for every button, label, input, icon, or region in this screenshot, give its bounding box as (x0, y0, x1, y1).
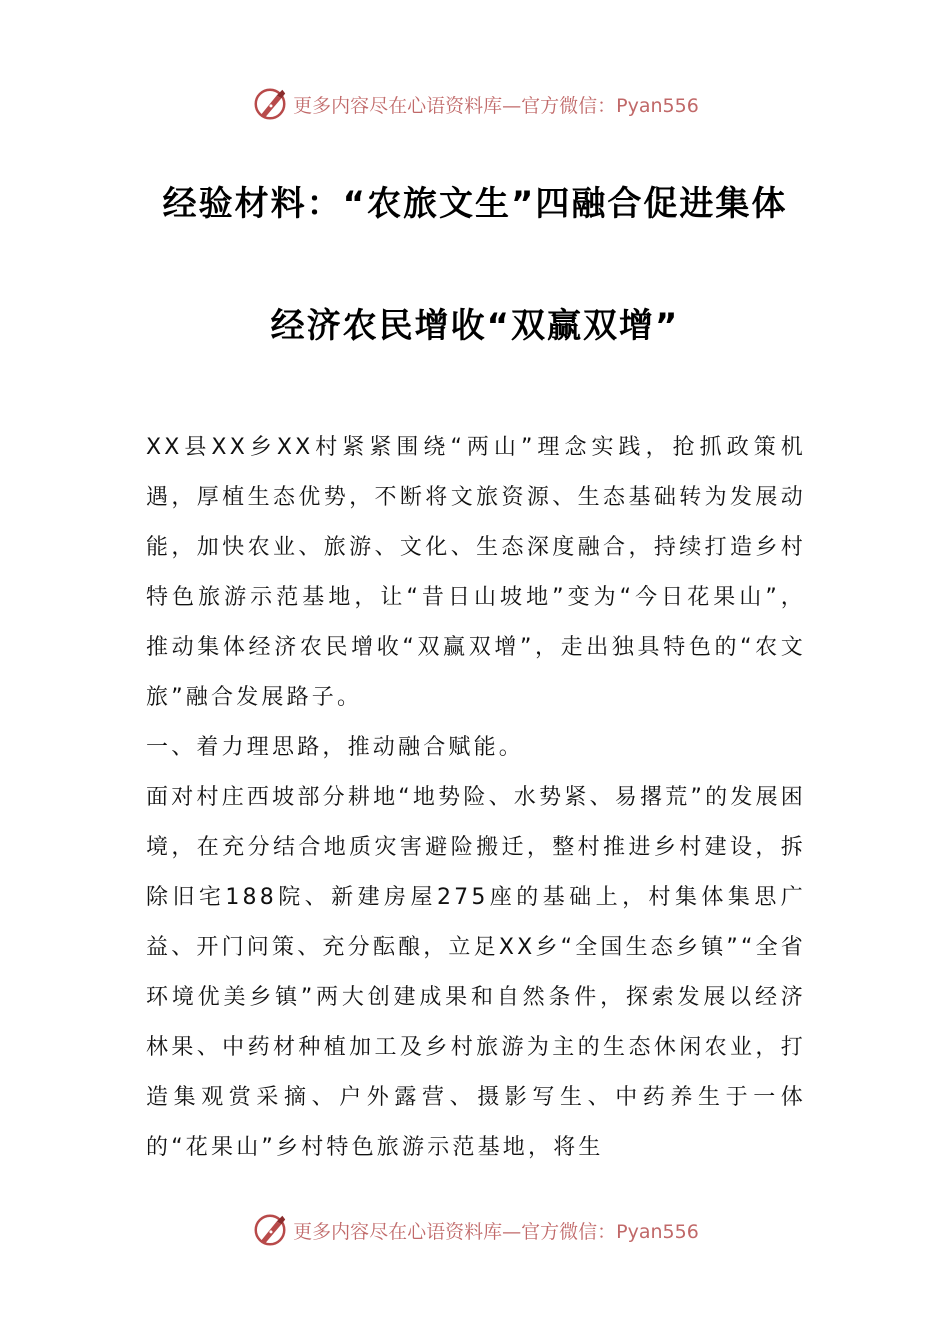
paragraph-section-heading: 一、着力理思路，推动融合赋能。 (146, 735, 525, 760)
document-title-line-1: 经验材料：“农旅文生”四融合促进集体 (162, 184, 788, 224)
paragraph-section-body: 面对村庄西坡部分耕地“地势险、水势紧、易撂荒”的发展困境，在充分结合地质灾害避险搬迁，整村推进乡村建设，拆除旧宅188院、新建房屋275座的基础上，村集体集思广益、开门问策、充分酝酿，立足XX乡“全国生态乡镇”“全省环境优美乡镇”两大创建成果和自然条件，探索发展以经济林果、中药材种植加工及乡村旅游为主的生态休闲农业，打造集观赏采摘、户外露营、摄影写生、中药养生于一体的“花果山”乡村特色旅游示范基地，将生 (146, 785, 806, 1160)
paragraph-intro: XX县XX乡XX村紧紧围绕“两山”理念实践，抢抓政策机遇，厚植生态优势，不断将文旅资源、生态基础转为发展动能，加快农业、旅游、文化、生态深度融合，持续打造乡村特色旅游示范基地，让“昔日山坡地”变为“今日花果山”，推动集体经济农民增收“双赢双增”，走出独具特色的“农文旅”融合发展路子。 (146, 435, 806, 710)
pen-nib-circle-logo-icon (251, 1211, 289, 1249)
watermark-wechat-id: Pyan556 (616, 94, 699, 117)
watermark-wechat-id: Pyan556 (616, 1220, 699, 1243)
watermark-label: 更多内容尽在心语资料库—官方微信： (293, 1220, 617, 1243)
watermark-label: 更多内容尽在心语资料库—官方微信： (293, 94, 617, 117)
watermark-text (293, 1217, 699, 1244)
pen-nib-circle-logo-icon (251, 85, 289, 123)
watermark-header (0, 84, 950, 124)
watermark-text (293, 91, 699, 118)
document-title-line-2: 经济农民增收“双赢双增” (270, 306, 680, 346)
document-body (146, 423, 806, 1173)
watermark-footer (0, 1210, 950, 1250)
